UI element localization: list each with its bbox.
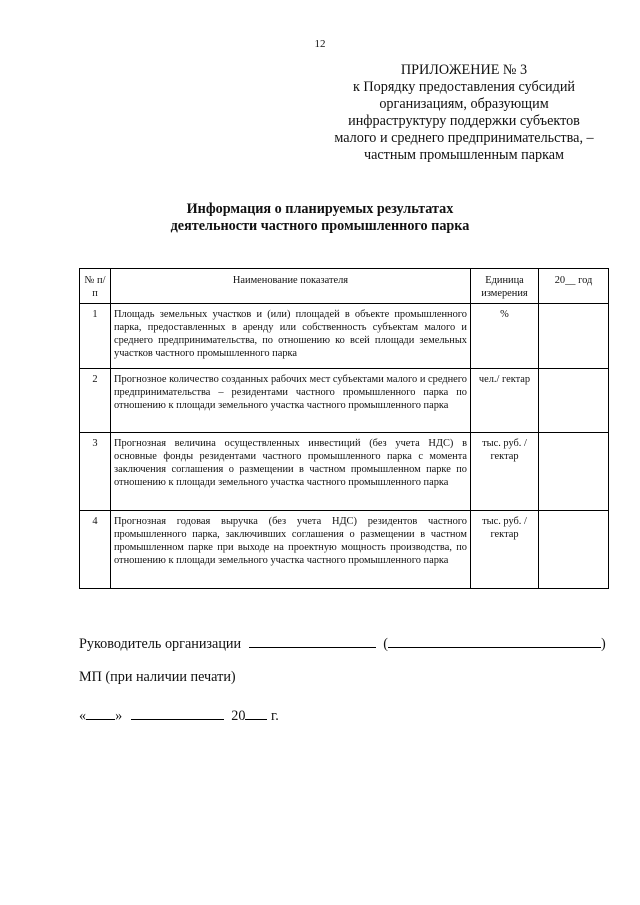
row-unit: чел./ гектар	[471, 369, 539, 433]
row-value-cell[interactable]	[539, 369, 609, 433]
name-blank[interactable]	[388, 633, 601, 648]
row-value-cell[interactable]	[539, 304, 609, 369]
paren-open: (	[383, 636, 388, 652]
month-blank[interactable]	[131, 705, 224, 720]
row-unit: тыс. руб. / гектар	[471, 511, 539, 589]
head-label: Руководитель организации	[79, 636, 242, 652]
signature-blank[interactable]	[249, 633, 376, 648]
quote-open: «	[79, 708, 87, 724]
table-header-row	[80, 269, 609, 304]
table-row	[80, 433, 609, 511]
row-number: 3	[80, 433, 111, 511]
annex-line: организациям, образующим	[379, 96, 549, 112]
page-number: 12	[314, 38, 326, 50]
year-blank[interactable]	[245, 705, 267, 720]
day-blank[interactable]	[86, 705, 115, 720]
row-unit: %	[471, 304, 539, 369]
title-line-1: Информация о планируемых результатах	[186, 201, 454, 217]
table-row	[80, 369, 609, 433]
row-number: 4	[80, 511, 111, 589]
annex-line: к Порядку предоставления субсидий	[352, 79, 576, 95]
annex-line: частным промышленным паркам	[363, 147, 565, 163]
row-number: 2	[80, 369, 111, 433]
header-name: Наименование показателя	[111, 269, 471, 304]
row-indicator-name: Прогнозное количество созданных рабочих мест субъектами малого и среднего предпринимательства – резидентами частного промышленного парка по отношению к площади земельного участка частного промышленного парка	[111, 369, 471, 433]
row-indicator-name: Площадь земельных участков и (или) площадей в объекте промышленного парка, предоставленных в аренду или собственность субъектам малого и среднего предпринимательства, по отношению ко всей площади земельных участков частного промышленного парка	[111, 304, 471, 369]
year-suffix: г.	[271, 708, 279, 724]
header-unit: Единица измерения	[471, 269, 539, 304]
annex-header	[318, 62, 610, 164]
header-number: № п/п	[80, 269, 111, 304]
annex-line: малого и среднего предпринимательства, –	[334, 130, 594, 146]
row-value-cell[interactable]	[539, 511, 609, 589]
paren-close: )	[600, 636, 606, 652]
document-title	[0, 201, 640, 235]
date-line	[79, 705, 279, 725]
row-value-cell[interactable]	[539, 433, 609, 511]
row-indicator-name: Прогнозная величина осуществленных инвестиций (без учета НДС) в основные фонды резидентами частного промышленного парка с момента заключения соглашения о размещении в частном промышленном парке по отношению к площади земельного участка частного промышленного парка	[111, 433, 471, 511]
header-year: 20__ год	[539, 269, 609, 304]
title-line-2: деятельности частного промышленного парка	[170, 218, 470, 234]
annex-title: ПРИЛОЖЕНИЕ № 3	[400, 62, 528, 78]
quote-close: »	[115, 708, 123, 724]
annex-line: инфраструктуру поддержки субъектов	[348, 113, 580, 129]
head-signature-line	[79, 633, 606, 653]
year-prefix: 20	[231, 708, 246, 724]
stamp-label: МП (при наличии печати)	[79, 669, 236, 685]
results-table	[79, 268, 609, 589]
row-unit: тыс. руб. / гектар	[471, 433, 539, 511]
table-row	[80, 304, 609, 369]
row-number: 1	[80, 304, 111, 369]
table-row	[80, 511, 609, 589]
row-indicator-name: Прогнозная годовая выручка (без учета НДС) резидентов частного промышленного парка, заключивших соглашения о размещении в частном промышленном парке при выходе на проектную мощность производства, по отношению к площади земельного участка частного промышленного парка	[111, 511, 471, 589]
